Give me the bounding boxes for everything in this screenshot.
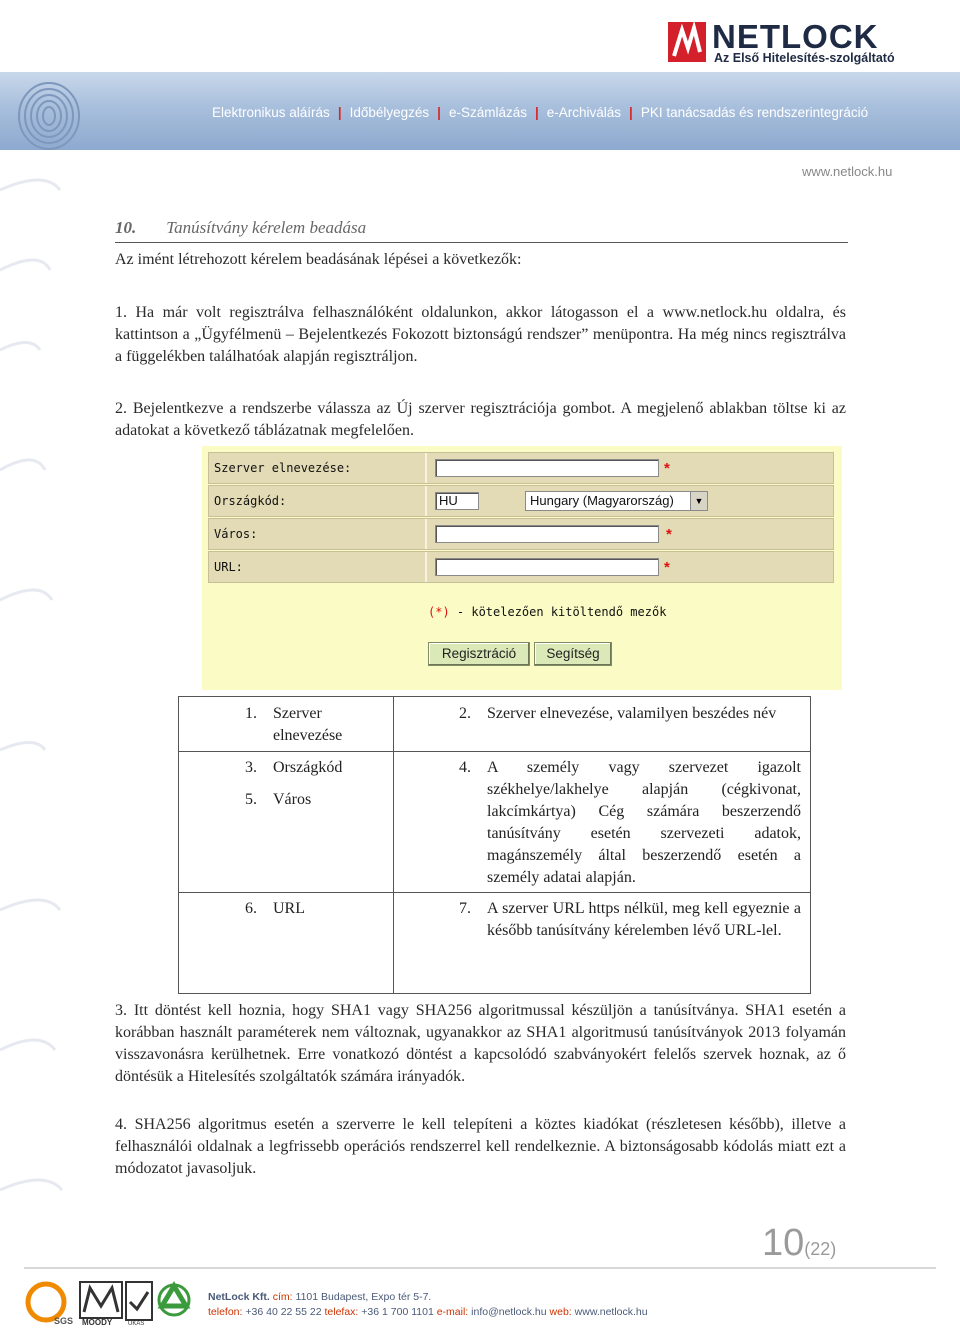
netlock-logo bbox=[668, 18, 918, 68]
moody-logo-icon bbox=[80, 1282, 122, 1326]
item-number: 3. bbox=[245, 759, 257, 776]
address-label: cím: bbox=[272, 1291, 293, 1303]
company-name: NetLock Kft. bbox=[208, 1291, 270, 1303]
certification-logos bbox=[24, 1278, 204, 1326]
item-number: 7. bbox=[459, 900, 471, 917]
section-title: Tanúsítvány kérelem beadása bbox=[166, 218, 367, 237]
item-text: Országkód bbox=[273, 759, 343, 776]
form-row-server-name bbox=[208, 452, 834, 484]
item-number: 6. bbox=[245, 900, 257, 917]
form-row-url bbox=[208, 551, 834, 583]
chevron-down-icon[interactable]: ▼ bbox=[690, 492, 707, 510]
header-banner bbox=[0, 72, 960, 150]
city-input[interactable] bbox=[435, 525, 659, 543]
url-input[interactable] bbox=[435, 558, 659, 576]
table-cell-field bbox=[245, 757, 385, 779]
step-1-paragraph: 1. Ha már volt regisztrálva felhasználóként oldalunkon, akkor látogasson el a www.netlock.hu oldalra, és kattintson a „Ügyfélmenü – Bejelentkezés Fokozott biztonságú rendszer” menüpontra. Ha még nincs regisztrálva a függelékben találhatóak alapján regisztráljon. bbox=[115, 304, 846, 365]
nav-separator: | bbox=[534, 105, 539, 120]
table-cell-field bbox=[245, 703, 385, 747]
sgs-logo-icon bbox=[28, 1284, 73, 1326]
server-name-input[interactable] bbox=[435, 459, 659, 477]
table-row-divider bbox=[179, 892, 810, 893]
nav-separator: | bbox=[437, 105, 441, 120]
intro-paragraph: Az imént létrehozott kérelem beadásának lépései a következők: bbox=[115, 251, 522, 268]
fingerprint-icon bbox=[14, 76, 84, 150]
help-button[interactable]: Segítség bbox=[534, 642, 612, 666]
required-note-star: (*) bbox=[428, 605, 450, 619]
nav-item-elektronikus-alairas[interactable]: Elektronikus aláírás bbox=[212, 105, 330, 120]
table-cell-field bbox=[245, 898, 385, 920]
required-note-text: - kötelezően kitöltendő mezők bbox=[449, 605, 667, 619]
item-text: Város bbox=[273, 791, 312, 808]
nav-item-e-szamlazas[interactable]: e-Számlázás bbox=[448, 105, 527, 120]
page-current: 10 bbox=[762, 1222, 805, 1264]
nav-separator: | bbox=[337, 105, 342, 120]
section-number: 10. bbox=[115, 218, 137, 237]
footer-line-2 bbox=[208, 1305, 648, 1320]
step-2-paragraph: 2. Bejelentkezve a rendszerbe válassza az Új szerver regisztrációja gombot. A megjelenő ablakban töltse ki az adatokat a következő táblázatnak megfelelően. bbox=[115, 400, 846, 439]
server-name-label: Szerver elnevezése: bbox=[209, 453, 427, 483]
required-fields-note bbox=[428, 605, 666, 619]
form-row-country bbox=[208, 485, 834, 517]
item-number: 4. bbox=[459, 759, 471, 776]
required-star: * bbox=[664, 460, 670, 477]
decorative-wave-background bbox=[0, 150, 90, 1230]
ukas-logo-icon bbox=[126, 1282, 152, 1326]
web-link[interactable]: www.netlock.hu bbox=[574, 1306, 648, 1318]
phone-label: telefon: bbox=[208, 1306, 243, 1318]
footer-divider bbox=[24, 1267, 936, 1269]
country-select[interactable] bbox=[525, 491, 708, 511]
step-4-paragraph: 4. SHA256 algoritmus esetén a szerverre le kell telepíteni a köztes kiadókat (részletesen később), illetve a felhasználói oldalnak a legfrissebb operációs rendszerrel kell rendelkeznie. A biztonságosabb kódolás miatt ezt a módozatot javasoljuk. bbox=[115, 1116, 846, 1177]
registration-form bbox=[208, 452, 834, 584]
city-label: Város: bbox=[209, 519, 427, 549]
fax: +36 1 700 1101 bbox=[361, 1306, 434, 1318]
recycle-icon bbox=[159, 1285, 189, 1315]
field-mapping-table bbox=[178, 696, 811, 994]
ukas-label: UKAS bbox=[128, 1321, 145, 1326]
form-row-city bbox=[208, 518, 834, 550]
nav-item-idobelyegzes[interactable]: Időbélyegzés bbox=[349, 105, 430, 120]
page-number bbox=[762, 1222, 836, 1265]
required-star: * bbox=[664, 559, 670, 576]
section-heading bbox=[115, 218, 848, 243]
table-column-divider bbox=[393, 697, 394, 993]
item-text: Szerver elnevezése bbox=[273, 705, 343, 744]
fax-label: telefax: bbox=[324, 1306, 359, 1318]
table-row-divider bbox=[179, 751, 810, 752]
top-navigation bbox=[212, 105, 868, 120]
nav-item-e-archivalas[interactable]: e-Archiválás bbox=[546, 105, 622, 120]
address: 1101 Budapest, Expo tér 5-7. bbox=[295, 1291, 432, 1303]
item-text: Szerver elnevezése, valamilyen beszédes név bbox=[487, 705, 777, 722]
table-cell-field bbox=[245, 789, 385, 811]
url-label: URL: bbox=[209, 552, 427, 582]
email-label: e-mail: bbox=[436, 1306, 469, 1318]
page-total: (22) bbox=[804, 1239, 837, 1259]
site-url[interactable]: www.netlock.hu bbox=[802, 164, 893, 179]
table-cell-description bbox=[459, 757, 803, 889]
web-label: web: bbox=[549, 1306, 572, 1318]
nav-separator: | bbox=[629, 105, 633, 120]
phone: +36 40 22 55 22 bbox=[245, 1306, 322, 1318]
item-text: A szerver URL https nélkül, meg kell egyeznie a később tanúsítvány kérelemben lévő URL-lel. bbox=[487, 900, 801, 939]
email-link[interactable]: info@netlock.hu bbox=[471, 1306, 547, 1318]
logo-tagline: Az Első Hitelesítés-szolgáltató bbox=[714, 51, 895, 65]
table-cell-description bbox=[459, 898, 803, 964]
required-star: * bbox=[666, 526, 672, 543]
register-button[interactable]: Regisztráció bbox=[428, 642, 530, 666]
logo-name: NETLOCK bbox=[712, 18, 879, 55]
item-text: URL bbox=[273, 900, 305, 917]
footer-line-1 bbox=[208, 1290, 648, 1305]
moody-label: MOODY bbox=[82, 1318, 113, 1326]
table-cell-description bbox=[459, 703, 803, 747]
footer-contact bbox=[208, 1290, 648, 1320]
item-number: 2. bbox=[459, 705, 471, 722]
country-code-input[interactable]: HU bbox=[435, 492, 479, 510]
sgs-label: SGS bbox=[54, 1316, 74, 1326]
item-text: A személy vagy szervezet igazolt székhelye/lakhelye alapján (cégkivonat, lakcímkártya) Cég számára beszerzendő tanúsítvány esetén szervezeti adatok, magánszemély által beszerzendő esetén a személy adatai alapján. bbox=[487, 759, 801, 886]
country-select-value: Hungary (Magyarország) bbox=[530, 493, 674, 508]
item-number: 1. bbox=[245, 705, 257, 722]
step-3-paragraph: 3. Itt döntést kell hoznia, hogy SHA1 vagy SHA256 algoritmussal készüljön a tanúsítványa. SHA1 esetén a korábban használt paraméterek nem változnak, ugyanakkor az SHA1 algoritmusú tanúsítványok 2013 folyamán visszavonásra kerülhetnek. Erre vonatkozó döntést a kapcsolódó szabványokért felelős szervek hoznak, az ő döntésük a Hitelesítés szolgáltatók számára irányadók. bbox=[115, 1002, 846, 1085]
nav-item-pki-tanacsadas[interactable]: PKI tanácsadás és rendszerintegráció bbox=[640, 105, 869, 120]
item-number: 5. bbox=[245, 791, 257, 808]
country-code-label: Országkód: bbox=[209, 486, 427, 516]
netlock-logo-icon bbox=[668, 22, 706, 62]
